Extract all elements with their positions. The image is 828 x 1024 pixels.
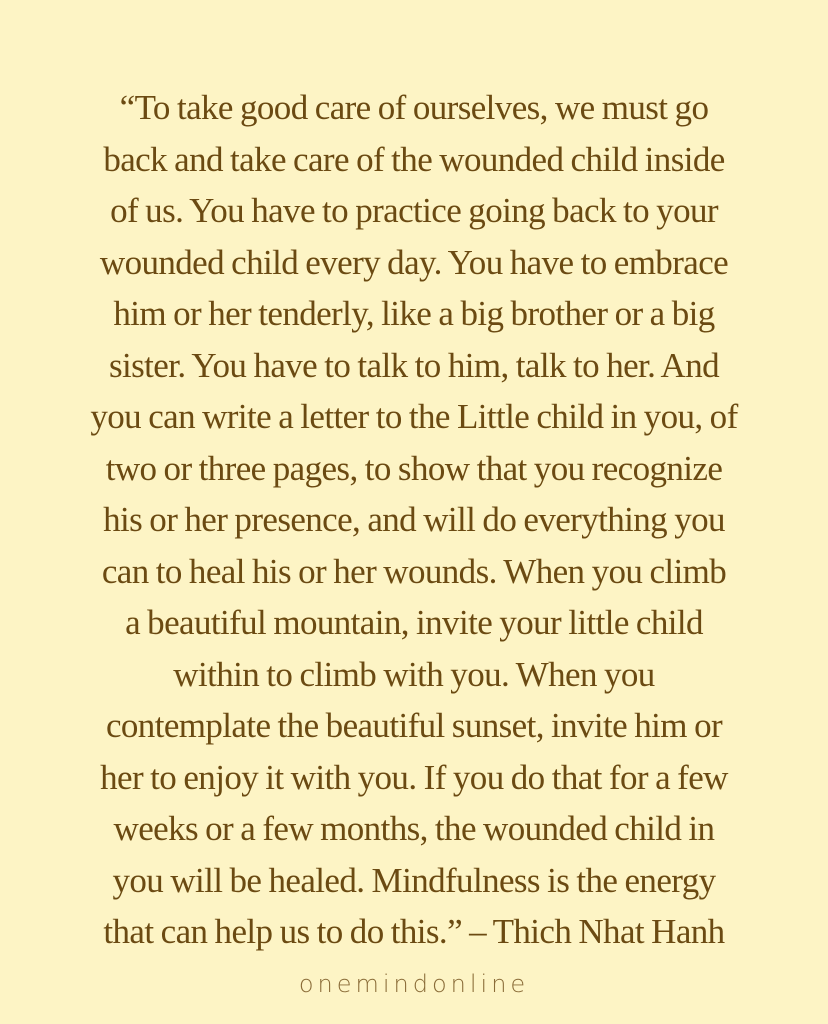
quote-line: can to heal his or her wounds. When you climb xyxy=(101,551,727,591)
quote-line: a beautiful mountain, invite your little child xyxy=(125,603,703,642)
quote-line: that can help us to do this.” – Thich Nhat Hanh xyxy=(103,912,725,951)
quote-line: you will be healed. Mindfulness is the energy xyxy=(112,860,716,900)
quote-text xyxy=(0,82,828,958)
quote-line: of us. You have to practice going back to your xyxy=(110,191,718,230)
quote-line: sister. You have to talk to him, talk to her. And xyxy=(108,345,720,385)
quote-line: back and take care of the wounded child inside xyxy=(103,139,725,179)
quote-line: wounded child every day. You have to embrace xyxy=(99,242,729,282)
quote-line: weeks or a few months, the wounded child in xyxy=(113,809,715,848)
quote-line: you can write a letter to the Little child in you, of xyxy=(90,397,738,436)
brand-watermark: onemindonline xyxy=(298,970,530,998)
quote-line: “To take good care of ourselves, we must go xyxy=(119,88,709,127)
quote-line: contemplate the beautiful sunset, invite him or xyxy=(105,706,723,745)
quote-line: two or three pages, to show that you recognize xyxy=(105,448,723,488)
quote-line: his or her presence, and will do everything you xyxy=(103,500,725,539)
quote-line: her to enjoy it with you. If you do that for a few xyxy=(100,757,728,797)
quote-line: within to climb with you. When you xyxy=(173,654,655,694)
quote-line: him or her tenderly, like a big brother or a big xyxy=(113,294,715,333)
